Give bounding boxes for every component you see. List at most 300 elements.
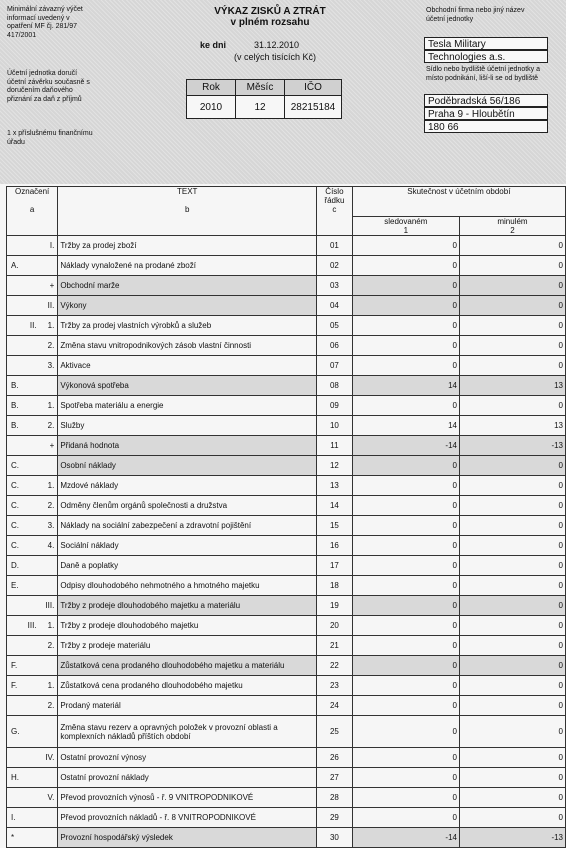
value-previous: 0 [459, 396, 565, 416]
row-number: 18 [317, 576, 353, 596]
table-row [7, 748, 566, 768]
delivery-note-line: účetní závěrku současně s [7, 78, 90, 86]
row-text: Spotřeba materiálu a energie [58, 396, 317, 416]
row-number: 21 [317, 636, 353, 656]
address-label-line: Sídlo nebo bydliště účetní jednotky a [426, 66, 541, 73]
row-oznaceni [7, 316, 58, 336]
value-previous: 0 [459, 476, 565, 496]
row-text: Změna stavu vnitropodnikových zásob vlastní činnosti [58, 336, 317, 356]
row-oznaceni [7, 676, 58, 696]
row-oznaceni [7, 696, 58, 716]
row-oznaceni-letter: C. [11, 461, 19, 470]
value-previous: 0 [459, 536, 565, 556]
row-oznaceni [7, 476, 58, 496]
row-oznaceni-letter: H. [11, 773, 19, 782]
row-oznaceni [7, 416, 58, 436]
row-oznaceni-group [9, 341, 55, 350]
row-oznaceni [7, 808, 58, 828]
row-oznaceni-number: V. [47, 793, 55, 802]
row-number: 24 [317, 696, 353, 716]
row-oznaceni-number [54, 581, 55, 590]
row-oznaceni-number: III. 1. [27, 621, 55, 630]
row-oznaceni [7, 436, 58, 456]
value-previous: 0 [459, 808, 565, 828]
tax-office-note [7, 130, 99, 147]
row-text: Tržby za prodej vlastních výrobků a služeb [58, 316, 317, 336]
row-number: 14 [317, 496, 353, 516]
value-current: 0 [352, 696, 459, 716]
row-number: 11 [317, 436, 353, 456]
row-oznaceni-number: 2. [47, 701, 55, 710]
row-oznaceni-number: 1. [47, 481, 55, 490]
table-row [7, 296, 566, 316]
row-text: Obchodní marže [58, 276, 317, 296]
legal-note [7, 6, 99, 40]
table-row [7, 416, 566, 436]
row-oznaceni-letter [9, 753, 11, 762]
row-oznaceni-letter: A. [11, 261, 19, 270]
value-current: 0 [352, 236, 459, 256]
row-number: 15 [317, 516, 353, 536]
table-row [7, 828, 566, 848]
row-text: Aktivace [58, 356, 317, 376]
row-oznaceni-number: + [49, 281, 55, 290]
row-text: Daně a poplatky [58, 556, 317, 576]
row-number: 20 [317, 616, 353, 636]
value-current: 0 [352, 556, 459, 576]
row-oznaceni [7, 556, 58, 576]
row-oznaceni-group [9, 361, 55, 370]
row-oznaceni [7, 716, 58, 748]
row-oznaceni-group [9, 601, 55, 610]
col-a-label: a [29, 205, 35, 214]
table-row [7, 596, 566, 616]
row-oznaceni-letter: F. [11, 681, 18, 690]
value-previous: 0 [459, 696, 565, 716]
row-oznaceni-letter: C. [11, 501, 19, 510]
row-oznaceni-letter: C. [11, 521, 19, 530]
row-oznaceni [7, 276, 58, 296]
value-current: 0 [352, 676, 459, 696]
row-oznaceni [7, 748, 58, 768]
col-radku-label: řádku [324, 196, 345, 205]
row-text: Náklady vynaložené na prodané zboží [58, 256, 317, 276]
ico-header: IČO [285, 80, 342, 96]
value-previous: 13 [459, 416, 565, 436]
row-oznaceni-number: 1. [47, 401, 55, 410]
row-oznaceni-letter: B. [11, 421, 19, 430]
table-row [7, 276, 566, 296]
row-oznaceni-group [9, 621, 55, 630]
row-oznaceni-group [9, 753, 55, 762]
col-sledovanem [352, 217, 459, 236]
period-date: 31.12.2010 [254, 40, 300, 50]
row-oznaceni [7, 516, 58, 536]
row-oznaceni-group [9, 773, 55, 782]
value-current: -14 [352, 828, 459, 848]
value-current: 0 [352, 356, 459, 376]
row-oznaceni-number [54, 813, 55, 822]
value-current: 0 [352, 636, 459, 656]
row-oznaceni [7, 336, 58, 356]
value-previous: 0 [459, 556, 565, 576]
value-current: 0 [352, 788, 459, 808]
row-number: 13 [317, 476, 353, 496]
value-previous: 0 [459, 656, 565, 676]
company-name-line-2: Technologies a.s. [424, 50, 548, 63]
row-oznaceni-number [54, 561, 55, 570]
row-text: Tržby z prodeje dlouhodobého majetku a materiálu [58, 596, 317, 616]
value-previous: 0 [459, 276, 565, 296]
table-row [7, 808, 566, 828]
value-current: 0 [352, 596, 459, 616]
row-oznaceni-letter [9, 241, 11, 250]
table-row [7, 456, 566, 476]
table-row [7, 336, 566, 356]
row-oznaceni-letter: C. [11, 481, 19, 490]
profit-loss-table [6, 186, 566, 848]
legal-note-line: informací uvedený v [7, 14, 70, 22]
row-oznaceni-group [9, 641, 55, 650]
ico-value: 28215184 [285, 96, 342, 119]
row-oznaceni [7, 496, 58, 516]
value-previous: 0 [459, 616, 565, 636]
row-oznaceni-group [9, 241, 55, 250]
row-text: Provozní hospodářský výsledek [58, 828, 317, 848]
value-previous: 0 [459, 296, 565, 316]
company-label-line: Obchodní firma nebo jiný název [426, 7, 525, 14]
row-oznaceni-group [9, 381, 55, 390]
value-previous: 0 [459, 576, 565, 596]
value-current: 0 [352, 616, 459, 636]
row-text: Služby [58, 416, 317, 436]
address-label-line: místo podnikání, liší-li se od bydliště [426, 74, 539, 82]
value-previous: 0 [459, 676, 565, 696]
col-oznaceni [7, 187, 58, 236]
address-label [426, 66, 556, 83]
value-previous: 0 [459, 256, 565, 276]
table-row [7, 616, 566, 636]
row-number: 12 [317, 456, 353, 476]
row-oznaceni-letter [9, 701, 11, 710]
row-oznaceni [7, 636, 58, 656]
row-oznaceni-group [9, 421, 55, 430]
row-oznaceni [7, 296, 58, 316]
row-oznaceni-letter: C. [11, 541, 19, 550]
row-oznaceni-number [54, 261, 55, 270]
row-text: Tržby z prodeje dlouhodobého majetku [58, 616, 317, 636]
table-row [7, 676, 566, 696]
table-row [7, 788, 566, 808]
value-current: 0 [352, 536, 459, 556]
company-label-line: účetní jednotky [426, 15, 474, 23]
row-text: Odměny členům orgánů společnosti a družstva [58, 496, 317, 516]
row-text: Zůstatková cena prodaného dlouhodobého majetku [58, 676, 317, 696]
row-oznaceni-letter [9, 793, 11, 802]
row-oznaceni-group [9, 561, 55, 570]
row-number: 06 [317, 336, 353, 356]
col-skutecnost: Skutečnost v účetním období [352, 187, 565, 217]
row-oznaceni-letter: * [11, 833, 15, 842]
row-number: 04 [317, 296, 353, 316]
row-oznaceni-letter [9, 601, 11, 610]
value-previous: 0 [459, 336, 565, 356]
row-text: Ostatní provozní náklady [58, 768, 317, 788]
row-text: Výkonová spotřeba [58, 376, 317, 396]
value-current: 0 [352, 396, 459, 416]
row-oznaceni-number: 3. [47, 361, 55, 370]
row-oznaceni-number: 2. [47, 641, 55, 650]
row-number: 07 [317, 356, 353, 376]
value-previous: 0 [459, 788, 565, 808]
row-number: 23 [317, 676, 353, 696]
value-current: 0 [352, 748, 459, 768]
row-oznaceni-letter [9, 641, 11, 650]
delivery-note-line: přiznání za daň z příjmů [7, 95, 82, 103]
row-oznaceni [7, 256, 58, 276]
value-current: 0 [352, 496, 459, 516]
row-number: 19 [317, 596, 353, 616]
table-row [7, 536, 566, 556]
row-oznaceni-number [54, 727, 55, 736]
row-number: 03 [317, 276, 353, 296]
row-number: 10 [317, 416, 353, 436]
row-oznaceni-letter: B. [11, 401, 19, 410]
table-row [7, 476, 566, 496]
legal-note-line: opatření MF čj. 281/97 [7, 23, 78, 30]
tax-office-note-line: 1 x příslušnému finančnímu [7, 130, 93, 137]
row-number: 17 [317, 556, 353, 576]
row-oznaceni-number [54, 773, 55, 782]
row-oznaceni-letter: D. [11, 561, 19, 570]
table-row [7, 356, 566, 376]
row-oznaceni-number: 2. [47, 341, 55, 350]
row-oznaceni [7, 788, 58, 808]
row-number: 25 [317, 716, 353, 748]
delivery-note-line: doručením daňového [7, 87, 73, 94]
row-oznaceni-group [9, 793, 55, 802]
value-previous: 0 [459, 356, 565, 376]
row-oznaceni-number: IV. [45, 753, 55, 762]
row-oznaceni-group [9, 321, 55, 330]
col-minulem-label: minulém [497, 217, 528, 226]
table-row [7, 236, 566, 256]
value-previous: 0 [459, 768, 565, 788]
value-current: -14 [352, 436, 459, 456]
value-current: 0 [352, 316, 459, 336]
row-number: 16 [317, 536, 353, 556]
row-number: 05 [317, 316, 353, 336]
table-row [7, 636, 566, 656]
row-oznaceni-letter: G. [11, 727, 20, 736]
row-oznaceni [7, 576, 58, 596]
value-current: 0 [352, 456, 459, 476]
row-text: Mzdové náklady [58, 476, 317, 496]
row-oznaceni-letter: F. [11, 661, 18, 670]
value-previous: 13 [459, 376, 565, 396]
row-oznaceni [7, 828, 58, 848]
value-previous: 0 [459, 596, 565, 616]
year-header: Rok [187, 80, 236, 96]
row-oznaceni-group [9, 501, 55, 510]
address-zip: 180 66 [424, 120, 548, 133]
value-current: 0 [352, 768, 459, 788]
row-oznaceni-group [9, 481, 55, 490]
address-city: Praha 9 - Hloubětín [424, 107, 548, 120]
row-oznaceni-number: II. 1. [29, 321, 55, 330]
value-previous: 0 [459, 636, 565, 656]
value-current: 0 [352, 276, 459, 296]
value-previous: -13 [459, 436, 565, 456]
table-row [7, 496, 566, 516]
row-text: Tržby z prodeje materiálu [58, 636, 317, 656]
value-current: 0 [352, 716, 459, 748]
table-row [7, 556, 566, 576]
table-row [7, 436, 566, 456]
row-number: 08 [317, 376, 353, 396]
value-previous: 0 [459, 716, 565, 748]
value-previous: 0 [459, 748, 565, 768]
table-row [7, 768, 566, 788]
row-oznaceni-group [9, 281, 55, 290]
table-row [7, 516, 566, 536]
row-text: Převod provozních nákladů - ř. 8 VNITROPODNIKOVÉ [58, 808, 317, 828]
row-oznaceni-group [9, 681, 55, 690]
col-oznaceni-label: Označení [15, 187, 50, 196]
table-row [7, 696, 566, 716]
row-number: 26 [317, 748, 353, 768]
row-oznaceni-number: 3. [47, 521, 55, 530]
row-oznaceni-group [9, 813, 55, 822]
col-sledovanem-label: sledovaném [384, 217, 428, 226]
row-oznaceni [7, 236, 58, 256]
row-text: Převod provozních výnosů - ř. 9 VNITROPODNIKOVÉ [58, 788, 317, 808]
units-note: (v celých tisících Kč) [233, 52, 316, 62]
row-oznaceni-number: 1. [47, 681, 55, 690]
value-current: 14 [352, 376, 459, 396]
tax-office-note-line: úřadu [7, 138, 25, 146]
row-oznaceni-letter [9, 301, 11, 310]
col-text-label: TEXT [177, 187, 198, 196]
col-cislo [317, 187, 353, 236]
row-oznaceni-letter: E. [11, 581, 19, 590]
report-title [190, 6, 350, 28]
month-header: Měsíc [236, 80, 285, 96]
row-oznaceni [7, 376, 58, 396]
row-text: Osobní náklady [58, 456, 317, 476]
row-number: 29 [317, 808, 353, 828]
row-text: Sociální náklady [58, 536, 317, 556]
row-oznaceni-letter [9, 281, 11, 290]
row-oznaceni-group [9, 301, 55, 310]
value-previous: 0 [459, 316, 565, 336]
row-oznaceni-number: + [49, 441, 55, 450]
col-cislo-label: Číslo [325, 187, 344, 196]
row-oznaceni-number: II. [47, 301, 55, 310]
row-oznaceni-letter [9, 341, 11, 350]
row-number: 22 [317, 656, 353, 676]
value-current: 0 [352, 576, 459, 596]
row-text: Náklady na sociální zabezpečení a zdravotní pojištění [58, 516, 317, 536]
value-current: 0 [352, 296, 459, 316]
row-oznaceni-number: 2. [47, 501, 55, 510]
row-oznaceni-number [54, 833, 55, 842]
row-number: 28 [317, 788, 353, 808]
month-value: 12 [236, 96, 285, 119]
table-row [7, 256, 566, 276]
value-previous: 0 [459, 496, 565, 516]
row-oznaceni-number: 4. [47, 541, 55, 550]
row-oznaceni-group [9, 727, 55, 736]
row-number: 02 [317, 256, 353, 276]
table-row [7, 376, 566, 396]
row-oznaceni [7, 396, 58, 416]
table-row [7, 656, 566, 676]
company-label [426, 7, 556, 24]
value-current: 0 [352, 256, 459, 276]
address-street: Poděbradská 56/186 [424, 94, 548, 107]
col-text [58, 187, 317, 236]
value-current: 0 [352, 808, 459, 828]
col-minulem [459, 217, 565, 236]
table-row [7, 316, 566, 336]
value-current: 14 [352, 416, 459, 436]
row-oznaceni [7, 596, 58, 616]
value-current: 0 [352, 656, 459, 676]
col-2-label: 2 [510, 226, 515, 235]
year-value: 2010 [187, 96, 236, 119]
value-previous: 0 [459, 516, 565, 536]
row-oznaceni-number [54, 381, 55, 390]
row-oznaceni [7, 356, 58, 376]
period-label: ke dni [200, 40, 227, 50]
row-text: Zůstatková cena prodaného dlouhodobého majetku a materiálu [58, 656, 317, 676]
row-text: Tržby za prodej zboží [58, 236, 317, 256]
report-subtitle: v plném rozsahu [230, 17, 310, 28]
row-oznaceni-group [9, 833, 55, 842]
value-current: 0 [352, 336, 459, 356]
row-text: Prodaný materiál [58, 696, 317, 716]
value-previous: 0 [459, 236, 565, 256]
row-oznaceni [7, 456, 58, 476]
row-oznaceni-letter [9, 621, 11, 630]
row-oznaceni-group [9, 581, 55, 590]
row-oznaceni-letter [9, 441, 11, 450]
row-oznaceni [7, 656, 58, 676]
row-oznaceni-number [54, 461, 55, 470]
row-text: Ostatní provozní výnosy [58, 748, 317, 768]
period-id-table [186, 79, 342, 119]
row-oznaceni-letter: I. [11, 813, 16, 822]
col-c-label: c [332, 205, 337, 214]
table-row [7, 576, 566, 596]
row-oznaceni-number: 2. [47, 421, 55, 430]
row-number: 30 [317, 828, 353, 848]
row-oznaceni-group [9, 441, 55, 450]
row-text: Změna stavu rezerv a opravných položek v provozní oblasti a komplexních nákladů příštích období [58, 716, 317, 748]
row-oznaceni-group [9, 461, 55, 470]
row-oznaceni-group [9, 661, 55, 670]
row-oznaceni-group [9, 541, 55, 550]
value-previous: 0 [459, 456, 565, 476]
legal-note-line: 417/2001 [7, 31, 37, 39]
value-previous: -13 [459, 828, 565, 848]
legal-note-line: Minimální závazný výčet [7, 6, 83, 13]
row-oznaceni [7, 536, 58, 556]
row-oznaceni-number [54, 661, 55, 670]
value-current: 0 [352, 516, 459, 536]
row-oznaceni-letter [9, 361, 11, 370]
